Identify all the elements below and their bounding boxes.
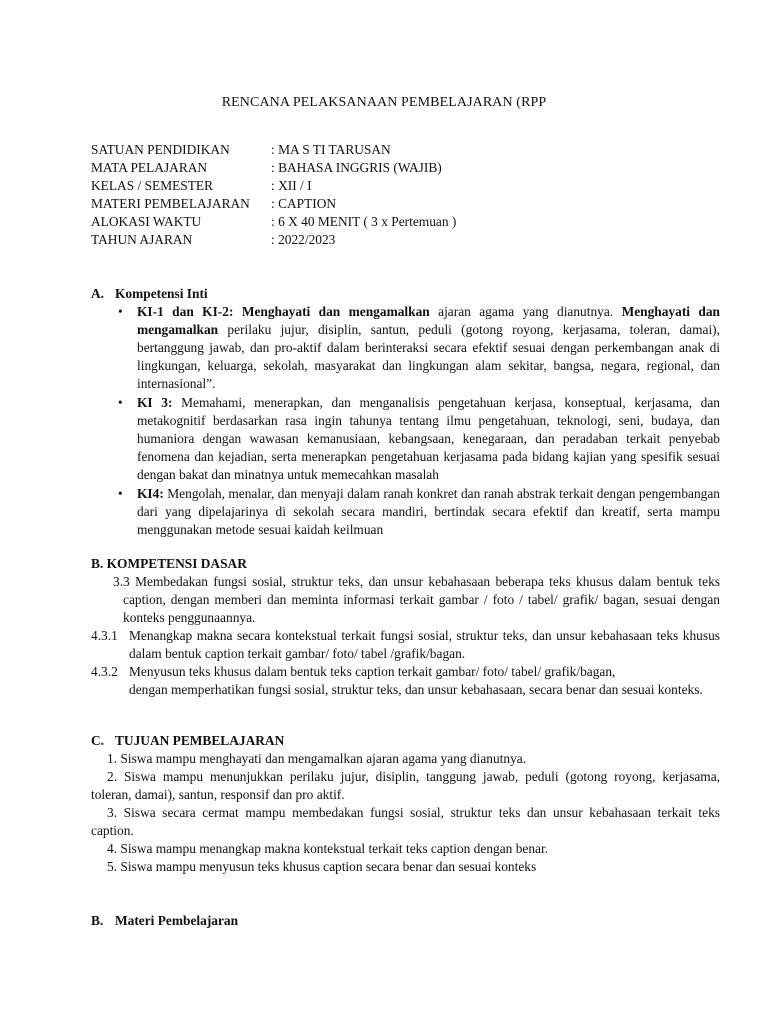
list-item (118, 485, 720, 539)
identity-label: TAHUN AJARAN (91, 232, 193, 247)
list-item (118, 394, 720, 484)
list-item (91, 858, 720, 876)
identity-value: : BAHASA INGGRIS (WAJIB) (271, 160, 442, 175)
item-text: Membedakan fungsi sosial, struktur teks, dan unsur kebahasaan beberapa teks khusus dalam bentuk teks caption, dengan memberi dan meminta informasi terkait gambar / foto / tabel/ grafik/ bagan, sesuai dengan konteks penggunaannya. (123, 574, 721, 625)
item-number: 4.3.1 (91, 628, 118, 643)
list-item (91, 750, 720, 768)
list-item (118, 303, 720, 393)
section-a-heading (91, 285, 208, 303)
bullet-icon: • (118, 395, 123, 410)
item-label: KI 3: (137, 395, 173, 410)
list-item (91, 804, 720, 840)
item-text: dengan memperhatikan fungsi sosial, struktur teks, dan unsur kebahasaan, secara benar dan sesuai konteks. (129, 682, 703, 697)
list-item (91, 573, 720, 627)
identity-label: MATA PELAJARAN (91, 160, 208, 175)
section-b-heading: B. KOMPETENSI DASAR (91, 556, 247, 571)
identity-label: ALOKASI WAKTU (91, 214, 202, 229)
kompetensi-dasar-list (91, 573, 720, 699)
emphasis-text: Menghayati dan mengamalkan (137, 304, 720, 337)
item-text: Mengolah, menalar, dan menyaji dalam ranah konkret dan ranah abstrak terkait dengan pengembangan dari yang dipelajarinya di sekolah secara mandiri, bertindak secara efektif dan kreatif, serta mampu menggunakan metode sesuai kaidah keilmuan (137, 486, 720, 537)
identity-row (91, 177, 456, 195)
identity-value: : 6 X 40 MENIT ( 3 x Pertemuan ) (271, 214, 457, 229)
bullet-icon: • (118, 486, 123, 501)
section-title: Kompetensi Inti (115, 286, 208, 301)
identity-value: : CAPTION (271, 196, 337, 211)
document-title: RENCANA PELAKSANAAN PEMBELAJARAN (RPP (221, 95, 547, 110)
section-title: TUJUAN PEMBELAJARAN (115, 733, 285, 748)
item-number: 2. (107, 769, 118, 784)
item-text: Siswa mampu menangkap makna kontekstual terkait teks caption dengan benar. (120, 841, 549, 856)
section-marker: A. (91, 286, 105, 301)
item-text: Siswa secara cermat mampu membedakan fungsi sosial, struktur teks dan unsur kebahasaan terkait teks caption. (91, 805, 720, 838)
item-text: Siswa mampu menyusun teks khusus caption secara benar dan sesuai konteks (120, 859, 537, 874)
tujuan-pembelajaran-list (91, 750, 720, 876)
section-materi-heading (91, 912, 238, 930)
list-item (91, 840, 720, 858)
section-title: Materi Pembelajaran (115, 913, 239, 928)
item-number: 5. (107, 859, 118, 874)
item-text: Siswa mampu menunjukkan perilaku jujur, disiplin, tanggung jawab, peduli (gotong royong, kerjasama, toleran, damai), santun, responsif dan pro aktif. (91, 769, 720, 802)
item-label: KI-1 dan KI-2: (137, 304, 234, 319)
identity-row (91, 231, 456, 249)
section-marker: C. (91, 733, 105, 748)
identity-table (91, 141, 456, 249)
identity-label: KELAS / SEMESTER (91, 178, 214, 193)
item-number: 4. (107, 841, 118, 856)
emphasis-text: Menghayati dan mengamalkan (241, 304, 430, 319)
identity-row (91, 195, 456, 213)
identity-value: : MA S TI TARUSAN (271, 142, 391, 157)
item-number: 3. (107, 805, 118, 820)
identity-label: MATERI PEMBELAJARAN (91, 196, 250, 211)
item-number: 3.3 (113, 574, 130, 589)
item-text: perilaku jujur, disiplin, santun, peduli (gotong royong, kerjasama, toleran, damai), bertanggung jawab, dan pro-aktif dalam berinteraksi secara efektif sesuai dengan perkembangan anak di lingkungan, keluarga, sekolah, masyarakat dan lingkungan alam sekitar, bangsa, negara, regional, dan internasional”. (137, 322, 720, 391)
identity-row (91, 159, 456, 177)
list-item (91, 663, 720, 699)
item-number: 1. (107, 751, 118, 766)
bullet-icon: • (118, 304, 123, 319)
item-text: Siswa mampu menghayati dan mengamalkan ajaran agama yang dianutnya. (120, 751, 527, 766)
section-marker: B. (91, 913, 104, 928)
identity-row (91, 213, 456, 231)
item-number: 4.3.2 (91, 664, 118, 679)
section-c-heading (91, 732, 284, 750)
item-text: Memahami, menerapkan, dan menganalisis pengetahuan kerjasa, konseptual, kerjasama, dan metakognitif berdasarkan rasa ingin tahunya tentang ilmu pengetahuan, teknologi, seni, budaya, dan humaniora dengan wawasan kemanusiaan, kebangsaan, kenegaraan, dan peradaban terkait penyebab fenomena dan kejadian, serta menerapkan pengetahuan kerjasama pada bidang kajian yang spesifik sesuai dengan bakat dan minatnya untuk memecahkan masalah (137, 395, 720, 482)
item-text: Menangkap makna secara kontekstual terkait fungsi sosial, struktur teks, dan unsur kebahasaan teks khusus dalam bentuk caption terkait gambar/ foto/ tabel /grafik/bagan. (129, 628, 720, 661)
identity-label: SATUAN PENDIDIKAN (91, 142, 230, 157)
identity-value: : XII / I (271, 178, 312, 193)
list-item (91, 627, 720, 663)
item-text: Menyusun teks khusus dalam bentuk teks caption terkait gambar/ foto/ tabel/ grafik/bagan, (129, 664, 616, 679)
item-text: ajaran agama yang dianutnya. (429, 304, 622, 319)
kompetensi-inti-list (118, 303, 720, 540)
list-item (91, 768, 720, 804)
identity-row (91, 141, 456, 159)
item-label: KI4: (137, 486, 164, 501)
identity-value: : 2022/2023 (271, 232, 336, 247)
